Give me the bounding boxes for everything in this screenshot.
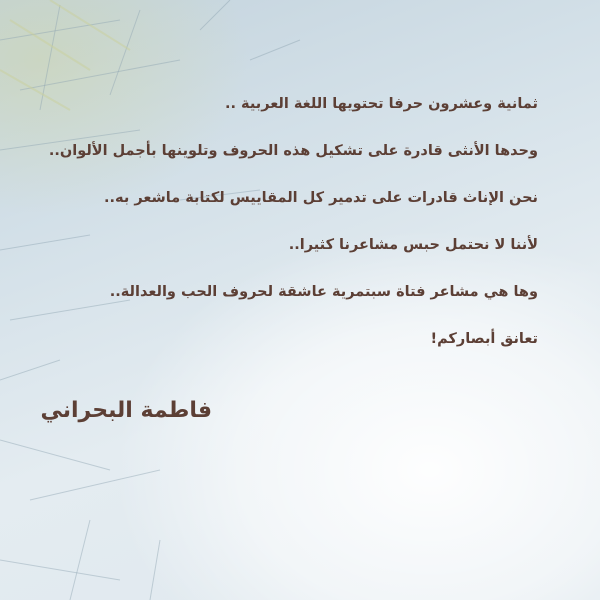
poem-line: ثمانية وعشرون حرفا تحتويها اللغة العربية ..: [224, 96, 538, 112]
author-name: فاطمة البحراني: [40, 398, 212, 423]
poem-line: نحن الإناث قادرات على تدمير كل المقاييس لكتابة ماشعر به..: [104, 190, 538, 206]
poem-text: [38, 94, 538, 376]
poem-line: تعانق أبصاركم!: [430, 331, 538, 347]
poem-line: وحدها الأنثى قادرة على تشكيل هذه الحروف وتلوينها بأجمل الألوان..: [48, 143, 538, 159]
poem-line: لأننا لا نحتمل حبس مشاعرنا كثيرا..: [288, 237, 538, 253]
poem-line: وها هي مشاعر فتاة سبتمرية عاشقة لحروف الحب والعدالة..: [109, 284, 538, 300]
